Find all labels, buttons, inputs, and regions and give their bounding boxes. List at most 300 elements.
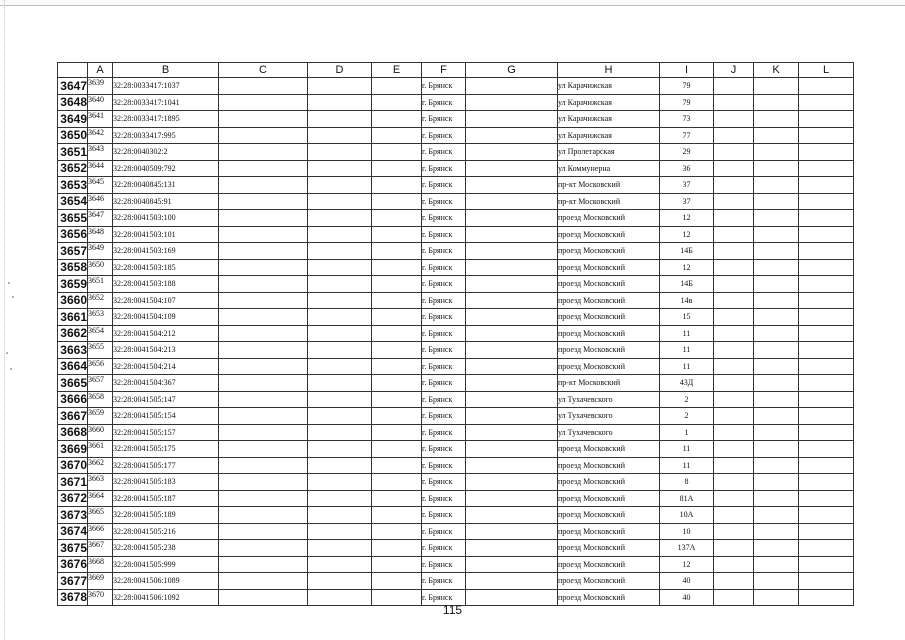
cell-d[interactable] [308, 177, 372, 194]
cell-d[interactable] [308, 507, 372, 524]
cell-g[interactable] [466, 490, 558, 507]
row-number[interactable]: 3676 [58, 556, 88, 573]
cell-l[interactable] [799, 309, 854, 326]
cell-h[interactable]: проезд Московский [558, 540, 660, 557]
cell-f[interactable]: г. Брянск [422, 78, 466, 95]
cell-h[interactable]: ул Коммунерна [558, 160, 660, 177]
cell-e[interactable] [372, 309, 422, 326]
cell-a[interactable]: 3643 [88, 144, 113, 161]
cell-j[interactable] [714, 540, 754, 557]
cell-i[interactable]: 12 [660, 556, 714, 573]
cell-j[interactable] [714, 259, 754, 276]
cell-h[interactable]: проезд Московский [558, 474, 660, 491]
cell-b[interactable]: 32:28:0041505:238 [113, 540, 219, 557]
cell-i[interactable]: 14Б [660, 243, 714, 260]
row-number[interactable]: 3657 [58, 243, 88, 260]
cell-a[interactable]: 3670 [88, 589, 113, 606]
cell-d[interactable] [308, 259, 372, 276]
cell-i[interactable]: 12 [660, 210, 714, 227]
cell-j[interactable] [714, 342, 754, 359]
column-header-d[interactable]: D [308, 63, 372, 78]
row-number[interactable]: 3671 [58, 474, 88, 491]
cell-l[interactable] [799, 441, 854, 458]
cell-i[interactable]: 40 [660, 589, 714, 606]
row-number[interactable]: 3655 [58, 210, 88, 227]
cell-b[interactable]: 32:28:0040302:2 [113, 144, 219, 161]
cell-c[interactable] [219, 358, 308, 375]
cell-j[interactable] [714, 408, 754, 425]
cell-g[interactable] [466, 573, 558, 590]
cell-h[interactable]: пр-кт Московский [558, 177, 660, 194]
cell-b[interactable]: 32:28:0041505:157 [113, 424, 219, 441]
cell-e[interactable] [372, 111, 422, 128]
cell-i[interactable]: 40 [660, 573, 714, 590]
cell-f[interactable]: г. Брянск [422, 490, 466, 507]
cell-h[interactable]: проезд Московский [558, 243, 660, 260]
cell-e[interactable] [372, 540, 422, 557]
cell-e[interactable] [372, 325, 422, 342]
cell-c[interactable] [219, 424, 308, 441]
cell-k[interactable] [754, 243, 799, 260]
cell-c[interactable] [219, 474, 308, 491]
cell-c[interactable] [219, 127, 308, 144]
cell-a[interactable]: 3660 [88, 424, 113, 441]
cell-i[interactable]: 2 [660, 391, 714, 408]
cell-a[interactable]: 3658 [88, 391, 113, 408]
cell-e[interactable] [372, 375, 422, 392]
cell-l[interactable] [799, 177, 854, 194]
cell-g[interactable] [466, 243, 558, 260]
cell-b[interactable]: 32:28:0040845:91 [113, 193, 219, 210]
cell-f[interactable]: г. Брянск [422, 325, 466, 342]
column-header-h[interactable]: H [558, 63, 660, 78]
cell-k[interactable] [754, 490, 799, 507]
row-number[interactable]: 3678 [58, 589, 88, 606]
cell-k[interactable] [754, 94, 799, 111]
cell-l[interactable] [799, 160, 854, 177]
cell-j[interactable] [714, 523, 754, 540]
row-number[interactable]: 3649 [58, 111, 88, 128]
cell-i[interactable]: 14в [660, 292, 714, 309]
cell-i[interactable]: 43Д [660, 375, 714, 392]
cell-f[interactable]: г. Брянск [422, 127, 466, 144]
cell-f[interactable]: г. Брянск [422, 540, 466, 557]
cell-k[interactable] [754, 358, 799, 375]
cell-e[interactable] [372, 424, 422, 441]
cell-d[interactable] [308, 243, 372, 260]
cell-l[interactable] [799, 210, 854, 227]
cell-j[interactable] [714, 507, 754, 524]
cell-e[interactable] [372, 342, 422, 359]
cell-j[interactable] [714, 160, 754, 177]
cell-b[interactable]: 32:28:0041504:109 [113, 309, 219, 326]
cell-b[interactable]: 32:28:0033417:1895 [113, 111, 219, 128]
cell-e[interactable] [372, 391, 422, 408]
cell-b[interactable]: 32:28:0041506:1092 [113, 589, 219, 606]
cell-d[interactable] [308, 342, 372, 359]
cell-i[interactable]: 79 [660, 78, 714, 95]
cell-c[interactable] [219, 507, 308, 524]
cell-e[interactable] [372, 573, 422, 590]
row-number[interactable]: 3659 [58, 276, 88, 293]
cell-j[interactable] [714, 144, 754, 161]
row-number[interactable]: 3675 [58, 540, 88, 557]
cell-h[interactable]: ул Тухачевского [558, 391, 660, 408]
cell-j[interactable] [714, 309, 754, 326]
cell-d[interactable] [308, 556, 372, 573]
cell-d[interactable] [308, 144, 372, 161]
cell-g[interactable] [466, 556, 558, 573]
cell-h[interactable]: проезд Московский [558, 358, 660, 375]
cell-j[interactable] [714, 573, 754, 590]
cell-e[interactable] [372, 243, 422, 260]
cell-k[interactable] [754, 309, 799, 326]
cell-b[interactable]: 32:28:0040509:792 [113, 160, 219, 177]
cell-b[interactable]: 32:28:0041505:177 [113, 457, 219, 474]
cell-c[interactable] [219, 193, 308, 210]
column-header-k[interactable]: K [754, 63, 799, 78]
cell-d[interactable] [308, 292, 372, 309]
cell-g[interactable] [466, 540, 558, 557]
cell-h[interactable]: проезд Московский [558, 342, 660, 359]
cell-g[interactable] [466, 226, 558, 243]
cell-c[interactable] [219, 441, 308, 458]
cell-f[interactable]: г. Брянск [422, 276, 466, 293]
cell-e[interactable] [372, 127, 422, 144]
row-number[interactable]: 3674 [58, 523, 88, 540]
cell-j[interactable] [714, 375, 754, 392]
cell-g[interactable] [466, 457, 558, 474]
row-number[interactable]: 3652 [58, 160, 88, 177]
cell-k[interactable] [754, 441, 799, 458]
cell-h[interactable]: пр-кт Московский [558, 193, 660, 210]
cell-l[interactable] [799, 457, 854, 474]
cell-h[interactable]: проезд Московский [558, 276, 660, 293]
cell-k[interactable] [754, 226, 799, 243]
cell-i[interactable]: 11 [660, 342, 714, 359]
cell-f[interactable]: г. Брянск [422, 556, 466, 573]
cell-i[interactable]: 1 [660, 424, 714, 441]
cell-c[interactable] [219, 210, 308, 227]
cell-j[interactable] [714, 325, 754, 342]
cell-e[interactable] [372, 276, 422, 293]
row-number[interactable]: 3664 [58, 358, 88, 375]
cell-f[interactable]: г. Брянск [422, 391, 466, 408]
cell-i[interactable]: 81А [660, 490, 714, 507]
cell-l[interactable] [799, 325, 854, 342]
column-header-i[interactable]: I [660, 63, 714, 78]
cell-g[interactable] [466, 523, 558, 540]
cell-a[interactable]: 3661 [88, 441, 113, 458]
cell-l[interactable] [799, 424, 854, 441]
column-header-f[interactable]: F [422, 63, 466, 78]
cell-b[interactable]: 32:28:0033417:1041 [113, 94, 219, 111]
cell-b[interactable]: 32:28:0033417:995 [113, 127, 219, 144]
cell-a[interactable]: 3667 [88, 540, 113, 557]
cell-k[interactable] [754, 391, 799, 408]
cell-k[interactable] [754, 573, 799, 590]
cell-h[interactable]: ул Пролетарская [558, 144, 660, 161]
cell-c[interactable] [219, 457, 308, 474]
cell-e[interactable] [372, 292, 422, 309]
cell-d[interactable] [308, 457, 372, 474]
cell-l[interactable] [799, 243, 854, 260]
cell-d[interactable] [308, 94, 372, 111]
cell-j[interactable] [714, 78, 754, 95]
cell-k[interactable] [754, 259, 799, 276]
cell-i[interactable]: 79 [660, 94, 714, 111]
cell-d[interactable] [308, 474, 372, 491]
cell-b[interactable]: 32:28:0041505:183 [113, 474, 219, 491]
cell-k[interactable] [754, 325, 799, 342]
cell-e[interactable] [372, 490, 422, 507]
cell-k[interactable] [754, 111, 799, 128]
cell-a[interactable]: 3669 [88, 573, 113, 590]
cell-a[interactable]: 3640 [88, 94, 113, 111]
cell-l[interactable] [799, 226, 854, 243]
cell-i[interactable]: 11 [660, 441, 714, 458]
cell-d[interactable] [308, 325, 372, 342]
cell-d[interactable] [308, 358, 372, 375]
cell-l[interactable] [799, 523, 854, 540]
cell-k[interactable] [754, 342, 799, 359]
cell-l[interactable] [799, 127, 854, 144]
cell-h[interactable]: проезд Московский [558, 589, 660, 606]
cell-b[interactable]: 32:28:0041504:212 [113, 325, 219, 342]
cell-e[interactable] [372, 556, 422, 573]
cell-l[interactable] [799, 490, 854, 507]
cell-a[interactable]: 3662 [88, 457, 113, 474]
cell-l[interactable] [799, 276, 854, 293]
cell-c[interactable] [219, 276, 308, 293]
cell-h[interactable]: ул Карачижская [558, 111, 660, 128]
cell-k[interactable] [754, 292, 799, 309]
cell-c[interactable] [219, 391, 308, 408]
cell-b[interactable]: 32:28:0041505:147 [113, 391, 219, 408]
cell-a[interactable]: 3642 [88, 127, 113, 144]
cell-h[interactable]: ул Тухачевского [558, 424, 660, 441]
cell-d[interactable] [308, 111, 372, 128]
cell-k[interactable] [754, 556, 799, 573]
cell-b[interactable]: 32:28:0041504:213 [113, 342, 219, 359]
cell-g[interactable] [466, 94, 558, 111]
cell-i[interactable]: 12 [660, 226, 714, 243]
cell-f[interactable]: г. Брянск [422, 523, 466, 540]
cell-b[interactable]: 32:28:0033417:1037 [113, 78, 219, 95]
cell-h[interactable]: проезд Московский [558, 457, 660, 474]
cell-i[interactable]: 36 [660, 160, 714, 177]
cell-i[interactable]: 14Б [660, 276, 714, 293]
cell-g[interactable] [466, 210, 558, 227]
cell-g[interactable] [466, 292, 558, 309]
column-header-c[interactable]: C [219, 63, 308, 78]
cell-c[interactable] [219, 177, 308, 194]
cell-i[interactable]: 11 [660, 457, 714, 474]
cell-j[interactable] [714, 358, 754, 375]
cell-a[interactable]: 3639 [88, 78, 113, 95]
column-header-g[interactable]: G [466, 63, 558, 78]
cell-a[interactable]: 3653 [88, 309, 113, 326]
cell-c[interactable] [219, 540, 308, 557]
cell-h[interactable]: проезд Московский [558, 259, 660, 276]
cell-i[interactable]: 8 [660, 474, 714, 491]
cell-g[interactable] [466, 325, 558, 342]
cell-e[interactable] [372, 408, 422, 425]
cell-d[interactable] [308, 193, 372, 210]
cell-a[interactable]: 3657 [88, 375, 113, 392]
cell-k[interactable] [754, 210, 799, 227]
cell-b[interactable]: 32:28:0041503:101 [113, 226, 219, 243]
cell-c[interactable] [219, 309, 308, 326]
cell-c[interactable] [219, 243, 308, 260]
cell-a[interactable]: 3649 [88, 243, 113, 260]
cell-f[interactable]: г. Брянск [422, 507, 466, 524]
cell-l[interactable] [799, 259, 854, 276]
cell-a[interactable]: 3663 [88, 474, 113, 491]
cell-h[interactable]: проезд Московский [558, 441, 660, 458]
cell-b[interactable]: 32:28:0041505:154 [113, 408, 219, 425]
cell-l[interactable] [799, 375, 854, 392]
cell-c[interactable] [219, 111, 308, 128]
cell-d[interactable] [308, 127, 372, 144]
cell-b[interactable]: 32:28:0041503:100 [113, 210, 219, 227]
cell-c[interactable] [219, 490, 308, 507]
cell-d[interactable] [308, 424, 372, 441]
cell-g[interactable] [466, 309, 558, 326]
cell-b[interactable]: 32:28:0041505:999 [113, 556, 219, 573]
cell-g[interactable] [466, 144, 558, 161]
cell-l[interactable] [799, 193, 854, 210]
cell-g[interactable] [466, 358, 558, 375]
cell-j[interactable] [714, 210, 754, 227]
cell-d[interactable] [308, 375, 372, 392]
corner-header[interactable] [58, 63, 88, 78]
row-number[interactable]: 3666 [58, 391, 88, 408]
cell-a[interactable]: 3645 [88, 177, 113, 194]
cell-k[interactable] [754, 78, 799, 95]
cell-c[interactable] [219, 94, 308, 111]
cell-a[interactable]: 3652 [88, 292, 113, 309]
row-number[interactable]: 3677 [58, 573, 88, 590]
row-number[interactable]: 3647 [58, 78, 88, 95]
cell-g[interactable] [466, 193, 558, 210]
cell-a[interactable]: 3651 [88, 276, 113, 293]
row-number[interactable]: 3650 [58, 127, 88, 144]
cell-h[interactable]: проезд Московский [558, 490, 660, 507]
cell-c[interactable] [219, 325, 308, 342]
cell-f[interactable]: г. Брянск [422, 441, 466, 458]
cell-c[interactable] [219, 523, 308, 540]
cell-i[interactable]: 77 [660, 127, 714, 144]
cell-j[interactable] [714, 94, 754, 111]
cell-l[interactable] [799, 292, 854, 309]
cell-l[interactable] [799, 474, 854, 491]
cell-f[interactable]: г. Брянск [422, 259, 466, 276]
row-number[interactable]: 3665 [58, 375, 88, 392]
cell-k[interactable] [754, 408, 799, 425]
cell-f[interactable]: г. Брянск [422, 408, 466, 425]
cell-j[interactable] [714, 556, 754, 573]
cell-i[interactable]: 37 [660, 177, 714, 194]
cell-h[interactable]: проезд Московский [558, 507, 660, 524]
cell-h[interactable]: ул Карачижская [558, 127, 660, 144]
cell-j[interactable] [714, 441, 754, 458]
cell-l[interactable] [799, 111, 854, 128]
cell-d[interactable] [308, 276, 372, 293]
row-number[interactable]: 3648 [58, 94, 88, 111]
cell-f[interactable]: г. Брянск [422, 342, 466, 359]
cell-k[interactable] [754, 507, 799, 524]
cell-g[interactable] [466, 276, 558, 293]
cell-e[interactable] [372, 177, 422, 194]
cell-d[interactable] [308, 573, 372, 590]
cell-a[interactable]: 3666 [88, 523, 113, 540]
cell-e[interactable] [372, 507, 422, 524]
cell-a[interactable]: 3648 [88, 226, 113, 243]
cell-b[interactable]: 32:28:0041503:188 [113, 276, 219, 293]
cell-i[interactable]: 15 [660, 309, 714, 326]
cell-h[interactable]: пр-кт Московский [558, 375, 660, 392]
cell-l[interactable] [799, 507, 854, 524]
cell-l[interactable] [799, 391, 854, 408]
cell-a[interactable]: 3659 [88, 408, 113, 425]
row-number[interactable]: 3669 [58, 441, 88, 458]
row-number[interactable]: 3662 [58, 325, 88, 342]
cell-d[interactable] [308, 309, 372, 326]
cell-e[interactable] [372, 523, 422, 540]
cell-j[interactable] [714, 127, 754, 144]
cell-a[interactable]: 3644 [88, 160, 113, 177]
cell-l[interactable] [799, 573, 854, 590]
cell-e[interactable] [372, 78, 422, 95]
cell-g[interactable] [466, 424, 558, 441]
cell-e[interactable] [372, 457, 422, 474]
cell-c[interactable] [219, 160, 308, 177]
cell-l[interactable] [799, 94, 854, 111]
cell-h[interactable]: проезд Московский [558, 523, 660, 540]
cell-j[interactable] [714, 424, 754, 441]
row-number[interactable]: 3672 [58, 490, 88, 507]
cell-l[interactable] [799, 540, 854, 557]
cell-a[interactable]: 3665 [88, 507, 113, 524]
cell-h[interactable]: проезд Московский [558, 325, 660, 342]
cell-f[interactable]: г. Брянск [422, 210, 466, 227]
column-header-l[interactable]: L [799, 63, 854, 78]
cell-d[interactable] [308, 540, 372, 557]
cell-i[interactable]: 12 [660, 259, 714, 276]
cell-h[interactable]: проезд Московский [558, 226, 660, 243]
cell-e[interactable] [372, 210, 422, 227]
cell-g[interactable] [466, 342, 558, 359]
cell-d[interactable] [308, 78, 372, 95]
cell-j[interactable] [714, 177, 754, 194]
cell-f[interactable]: г. Брянск [422, 358, 466, 375]
cell-a[interactable]: 3641 [88, 111, 113, 128]
cell-k[interactable] [754, 127, 799, 144]
cell-f[interactable]: г. Брянск [422, 111, 466, 128]
cell-j[interactable] [714, 193, 754, 210]
cell-f[interactable]: г. Брянск [422, 177, 466, 194]
cell-e[interactable] [372, 474, 422, 491]
cell-a[interactable]: 3650 [88, 259, 113, 276]
cell-k[interactable] [754, 540, 799, 557]
cell-k[interactable] [754, 177, 799, 194]
cell-j[interactable] [714, 243, 754, 260]
cell-e[interactable] [372, 259, 422, 276]
cell-k[interactable] [754, 474, 799, 491]
cell-d[interactable] [308, 523, 372, 540]
cell-l[interactable] [799, 556, 854, 573]
